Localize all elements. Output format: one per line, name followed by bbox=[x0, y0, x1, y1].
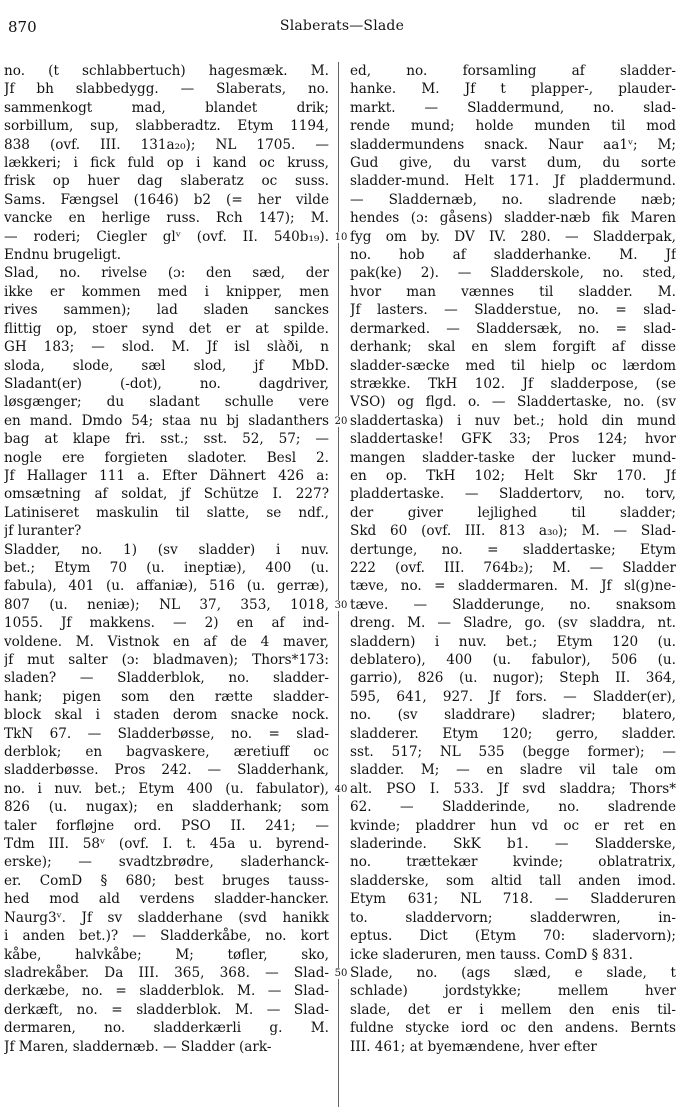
text-line: sladderer. Etym 120; gerro, sladder. bbox=[350, 725, 676, 742]
text-line: no. i nuv. bet.; Etym 400 (u. fabulator), bbox=[4, 780, 329, 797]
column-divider bbox=[338, 62, 339, 1107]
text-line: frisk op huer dag slaberatz oc suss. bbox=[4, 173, 329, 190]
text-line: hendes (ɔ: gåsens) sladder-næb fik Maren bbox=[350, 210, 676, 227]
text-line: to. sladdervorn; sladderwren, in- bbox=[350, 909, 676, 926]
text-line: icke sladeruren, men tauss. ComD § 831. bbox=[350, 946, 633, 963]
text-line: block skal i staden derom snacke nock. bbox=[4, 707, 329, 724]
text-line: sladder-mund. Helt 171. Jf pladdermund. bbox=[350, 173, 676, 190]
text-line: sladdern) i nuv. bet.; Etym 120 (u. bbox=[350, 633, 676, 650]
text-line: fabula), 401 (u. affaniæ), 516 (u. gerræ), bbox=[4, 578, 329, 595]
text-line: Slad, no. rivelse (ɔ: den sæd, der bbox=[4, 265, 329, 282]
text-line: bag at klape fri. sst.; sst. 52, 57; — bbox=[4, 431, 329, 448]
page-header bbox=[0, 18, 684, 40]
text-line: VSO) og flgd. o. — Sladdertaske, no. (sv bbox=[350, 394, 676, 411]
text-line: bet.; Etym 70 (u. ineptiæ), 400 (u. bbox=[4, 559, 329, 576]
line-number: 20 bbox=[334, 415, 348, 427]
text-line: tæve, no. = sladdermaren. M. Jf sl(g)ne- bbox=[350, 578, 676, 595]
text-line: derkæbe, no. = sladderblok. M. — Slad- bbox=[4, 983, 329, 1000]
text-line: garrio), 826 (u. nugor); Steph II. 364, bbox=[350, 670, 676, 687]
text-line: sladrekåber. Da III. 365, 368. — Slad- bbox=[4, 964, 329, 981]
page-number: 870 bbox=[8, 18, 37, 36]
line-number: 40 bbox=[334, 783, 348, 795]
text-line: Endnu brugeligt. bbox=[4, 247, 122, 264]
text-line: en mand. Dmdo 54; staa nu bj sladanthers bbox=[4, 412, 329, 429]
text-line: Jf bh slabbedygg. — Slaberats, no. bbox=[4, 81, 329, 98]
text-line: jf mut salter (ɔ: bladmaven); Thors*173: bbox=[4, 652, 329, 668]
text-line: derblok; en bagvaskere, æretiuff oc bbox=[4, 744, 329, 761]
line-number: 30 bbox=[334, 599, 348, 611]
text-line: ikke er kommen med i knipper, men bbox=[4, 283, 329, 300]
text-line: alt. PSO I. 533. Jf svd sladdra; Thors* bbox=[350, 780, 676, 797]
text-line: dermarked. — Sladdersæk, no. = slad- bbox=[350, 320, 676, 337]
text-line: nogle ere forgieten sladoter. Besl 2. bbox=[4, 449, 329, 466]
text-line: Slade, no. (ags slæd, e slade, t bbox=[350, 964, 676, 981]
text-line: no. (t schlabbertuch) hagesmæk. M. bbox=[4, 63, 329, 79]
text-line: sladen? — Sladderblok, no. sladder- bbox=[4, 670, 329, 687]
text-line: ed, no. forsamling af sladder- bbox=[350, 63, 676, 79]
text-line: omsætning af soldat, jf Schütze I. 227? bbox=[4, 486, 329, 503]
text-line: derhank; skal en slem forgift af disse bbox=[350, 339, 676, 356]
text-line: 826 (u. nugax); en sladderhank; som bbox=[4, 799, 329, 816]
text-line: 62. — Sladderinde, no. sladrende bbox=[350, 799, 676, 816]
line-number: 10 bbox=[334, 231, 348, 243]
text-line: no. trættekær kvinde; oblatratrix, bbox=[350, 854, 676, 871]
text-line: no. (sv sladdrare) sladrer; blatero, bbox=[350, 707, 676, 724]
text-line: schlade) jordstykke; mellem hver bbox=[350, 983, 676, 1000]
text-line: Gud give, du varst dum, du sorte bbox=[350, 155, 676, 172]
text-line: Latiniseret maskulin til slatte, se ndf., bbox=[4, 504, 329, 521]
text-line: sladerinde. SkK b1. — Sladderske, bbox=[350, 836, 676, 853]
text-line: sladderbøsse. Pros 242. — Sladderhank, bbox=[4, 762, 329, 779]
text-line: flittig op, stoer synd det er at spilde. bbox=[4, 320, 329, 337]
text-line: sorbillum, sup, slabberadtz. Etym 1194, bbox=[4, 118, 329, 135]
text-line: erske); — svadtzbrødre, sladerhanck- bbox=[4, 854, 329, 871]
text-line: hank; pigen som den rætte sladder- bbox=[4, 688, 329, 705]
text-line: der giver lejlighed til sladder; bbox=[350, 504, 676, 521]
text-line: sammenkogt mad, blandet drik; bbox=[4, 99, 329, 116]
text-line: sladdermundens snack. Naur aa1ᵛ; M; bbox=[350, 136, 676, 153]
left-column bbox=[4, 62, 329, 1056]
text-line: lækkeri; i fick fuld op i kand oc kruss, bbox=[4, 155, 329, 172]
text-line: Naurg3ᵛ. Jf sv sladderhane (svd hanikk bbox=[4, 909, 329, 926]
text-line: 838 (ovf. III. 131a₂₀); NL 1705. — bbox=[4, 136, 329, 153]
text-line: mangen sladder-taske der lucker mund- bbox=[350, 449, 676, 466]
text-line: sladder. M; — en sladre vil tale om bbox=[350, 762, 676, 779]
text-line: strække. TkH 102. Jf sladderpose, (se bbox=[350, 375, 676, 392]
right-column bbox=[350, 62, 676, 1056]
text-line: sloda, slode, sæl slod, jf MbD. bbox=[4, 357, 329, 374]
text-line: 1055. Jf makkens. — 2) en af ind- bbox=[4, 615, 329, 632]
text-line: TkN 67. — Sladderbøsse, no. = slad- bbox=[4, 725, 329, 742]
text-line: sladder-sæcke med til hielp oc lærdom bbox=[350, 357, 676, 374]
text-line: løsgænger; du sladant schulle vere bbox=[4, 394, 329, 411]
text-line: slade, det er i mellem den enis til- bbox=[350, 1001, 676, 1018]
text-line: Tdm III. 58ᵛ (ovf. I. t. 45a u. byrend- bbox=[4, 836, 329, 853]
text-line: eptus. Dict (Etym 70: sladervorn); bbox=[350, 928, 676, 945]
text-line: hed mod ald verdens sladder-hancker. bbox=[4, 891, 329, 908]
text-line: fuldne stycke iord oc den andens. Bernts bbox=[350, 1020, 676, 1037]
text-line: kvinde; pladdrer hun vd oc er ret en bbox=[350, 817, 676, 834]
text-line: sladdertaska) i nuv bet.; hold din mund bbox=[350, 412, 676, 429]
text-line: voldene. M. Vistnok en af de 4 maver, bbox=[4, 633, 329, 650]
text-line: Skd 60 (ovf. III. 813 a₃₀); M. — Slad- bbox=[350, 523, 676, 540]
text-line: no. hob af sladderhanke. M. Jf bbox=[350, 247, 676, 264]
text-line: Sams. Fængsel (1646) b2 (= her vilde bbox=[4, 191, 329, 208]
text-line: derkæft, no. = sladderblok. M. — Slad- bbox=[4, 1001, 329, 1018]
text-line: sladderske, som altid tall anden imod. bbox=[350, 872, 676, 889]
running-head: Slaberats—Slade bbox=[279, 18, 405, 34]
text-line: 595, 641, 927. Jf fors. — Sladder(er), bbox=[350, 688, 676, 705]
text-line: markt. — Sladdermund, no. slad- bbox=[350, 99, 676, 116]
text-line: III. 461; at byemændene, hver efter bbox=[350, 1038, 597, 1055]
text-line: 222 (ovf. III. 764b₂); M. — Sladder bbox=[350, 559, 676, 576]
text-line: dreng. M. — Sladre, go. (sv sladdra, nt. bbox=[350, 615, 676, 632]
text-line: sladdertaske! GFK 33; Pros 124; hvor bbox=[350, 431, 676, 448]
text-line: — roderi; Ciegler glᵛ (ovf. II. 540b₁₉). bbox=[4, 228, 329, 245]
text-line: en op. TkH 102; Helt Skr 170. Jf bbox=[350, 467, 676, 484]
text-line: dermaren, no. sladderkærli g. M. bbox=[4, 1020, 329, 1037]
text-line: — Sladdernæb, no. sladrende næb; bbox=[350, 191, 676, 208]
text-line: deblatero), 400 (u. fabulor), 506 (u. bbox=[350, 652, 676, 668]
line-number: 50 bbox=[334, 967, 348, 979]
text-line: er. ComD § 680; best bruges tauss- bbox=[4, 872, 329, 889]
text-line: GH 183; — slod. M. Jf isl slàði, n bbox=[4, 339, 329, 356]
text-line: vancke en herlige russ. Rch 147); M. bbox=[4, 210, 329, 227]
text-line: Sladant(er) (-dot), no. dagdriver, bbox=[4, 375, 329, 392]
text-line: pladdertaske. — Sladdertorv, no. torv, bbox=[350, 486, 676, 503]
text-line: pak(ke) 2). — Sladderskole, no. sted, bbox=[350, 265, 676, 282]
text-line: 807 (u. neniæ); NL 37, 353, 1018, bbox=[4, 596, 329, 613]
text-line: taler forfløjne ord. PSO II. 241; — bbox=[4, 817, 329, 834]
text-line: Sladder, no. 1) (sv sladder) i nuv. bbox=[4, 541, 329, 558]
text-line: hanke. M. Jf t plapper-, plauder- bbox=[350, 81, 676, 98]
text-line: Jf Maren, sladdernæb. — Sladder (ark- bbox=[4, 1038, 272, 1055]
text-line: jf luranter? bbox=[4, 523, 82, 540]
text-line: rende mund; holde munden til mod bbox=[350, 118, 676, 135]
text-line: rives sammen); lad sladen sanckes bbox=[4, 302, 329, 319]
text-line: hvor man vænnes til sladder. M. bbox=[350, 283, 676, 300]
text-line: kåbe, halvkåbe; M; tøfler, sko, bbox=[4, 946, 329, 963]
text-line: sst. 517; NL 535 (begge former); — bbox=[350, 744, 676, 761]
text-line: i anden bet.)? — Sladderkåbe, no. kort bbox=[4, 928, 329, 945]
text-line: tæve. — Sladderunge, no. snaksom bbox=[350, 596, 676, 613]
text-line: dertunge, no. = sladdertaske; Etym bbox=[350, 541, 676, 558]
text-line: Jf Hallager 111 a. Efter Dähnert 426 a: bbox=[4, 467, 329, 484]
text-line: Jf lasters. — Sladderstue, no. = slad- bbox=[350, 302, 676, 319]
text-line: fyg om by. DV IV. 280. — Sladderpak, bbox=[350, 228, 676, 245]
text-line: Etym 631; NL 718. — Sladderuren bbox=[350, 891, 676, 908]
